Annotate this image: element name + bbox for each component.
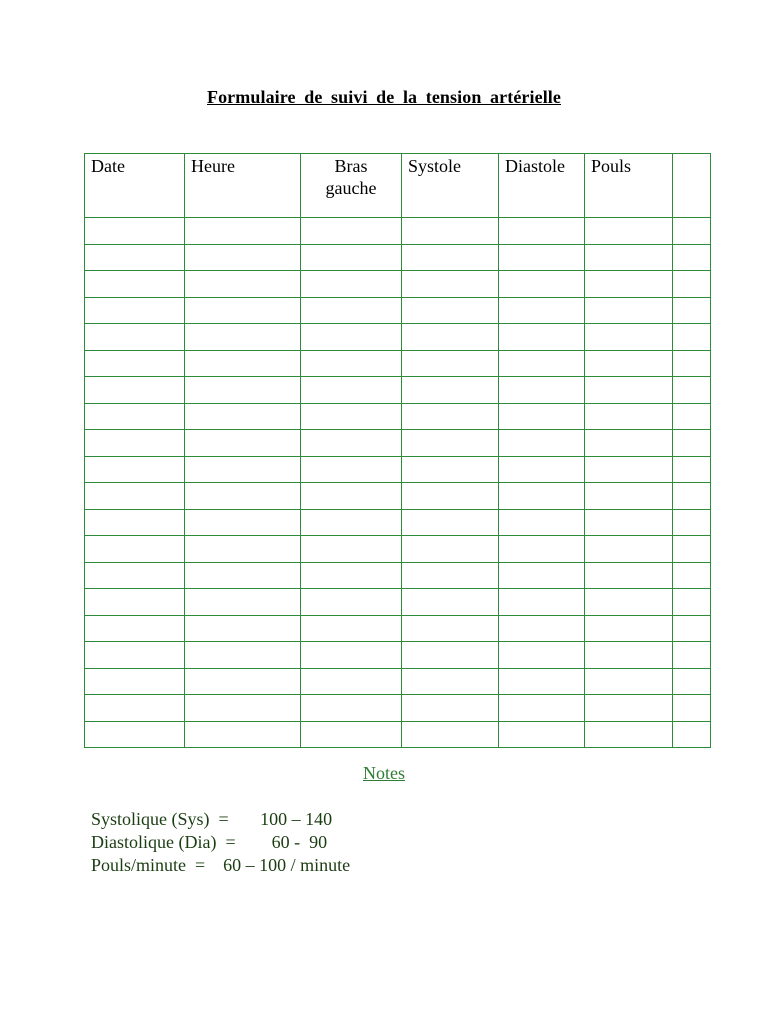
table-cell[interactable] [185,721,301,748]
table-cell[interactable] [301,456,402,483]
table-row [85,218,711,245]
table-cell[interactable] [673,244,711,271]
notes-heading: Notes [363,763,405,783]
header-pouls: Pouls [585,154,673,218]
table-row [85,403,711,430]
table-cell[interactable] [585,536,673,563]
table-cell[interactable] [402,271,499,298]
table-cell[interactable] [499,244,585,271]
table-cell[interactable] [185,536,301,563]
table-cell[interactable] [85,324,185,351]
note-pulse: Pouls/minute = 60 – 100 / minute [91,855,351,875]
table-cell[interactable] [585,668,673,695]
table-cell[interactable] [402,668,499,695]
table-cell[interactable] [585,589,673,616]
table-row [85,509,711,536]
table-cell[interactable] [673,403,711,430]
table-cell[interactable] [402,377,499,404]
table-cell[interactable] [402,218,499,245]
table-cell[interactable] [585,324,673,351]
table-cell[interactable] [85,456,185,483]
table-cell[interactable] [85,483,185,510]
header-diastole: Diastole [499,154,585,218]
table-cell[interactable] [402,456,499,483]
table-cell[interactable] [85,377,185,404]
table-cell[interactable] [301,324,402,351]
table-cell[interactable] [673,562,711,589]
table-row [85,721,711,748]
table-cell[interactable] [185,377,301,404]
table-cell[interactable] [585,218,673,245]
table-body [85,218,711,748]
table-cell[interactable] [673,642,711,669]
table-cell[interactable] [185,218,301,245]
table-cell[interactable] [585,615,673,642]
blood-pressure-log-table [84,153,711,748]
table-cell[interactable] [499,456,585,483]
table-cell[interactable] [185,324,301,351]
table-cell[interactable] [85,297,185,324]
table-cell[interactable] [673,456,711,483]
table-row [85,668,711,695]
table-cell[interactable] [673,721,711,748]
table-cell[interactable] [85,721,185,748]
header-systole: Systole [402,154,499,218]
table-cell[interactable] [85,271,185,298]
table-cell[interactable] [673,377,711,404]
table-cell[interactable] [85,430,185,457]
table-cell[interactable] [301,642,402,669]
header-heure: Heure [185,154,301,218]
table-cell[interactable] [585,430,673,457]
table-cell[interactable] [673,483,711,510]
header-date: Date [85,154,185,218]
table-cell[interactable] [499,377,585,404]
table-cell[interactable] [673,615,711,642]
table-cell[interactable] [402,297,499,324]
table-row [85,615,711,642]
table-cell[interactable] [402,589,499,616]
table-cell[interactable] [585,377,673,404]
table-cell[interactable] [85,615,185,642]
table-cell[interactable] [185,615,301,642]
table-cell[interactable] [673,297,711,324]
table-cell[interactable] [301,483,402,510]
table-cell[interactable] [85,642,185,669]
note-systolic: Systolique (Sys) = 100 – 140 [91,809,333,829]
table-cell[interactable] [673,271,711,298]
table-cell[interactable] [301,509,402,536]
table-cell[interactable] [585,456,673,483]
table-row [85,297,711,324]
table-cell[interactable] [185,509,301,536]
table-cell[interactable] [673,430,711,457]
table-cell[interactable] [185,244,301,271]
table-cell[interactable] [85,589,185,616]
table-cell[interactable] [499,350,585,377]
page-title: Formulaire de suivi de la tension artérielle [206,87,562,107]
table-cell[interactable] [499,668,585,695]
table-cell[interactable] [585,721,673,748]
table-cell[interactable] [499,218,585,245]
table-cell[interactable] [673,668,711,695]
table-cell[interactable] [301,430,402,457]
table-cell[interactable] [185,271,301,298]
table-cell[interactable] [185,297,301,324]
table-cell[interactable] [402,430,499,457]
table-header-row [85,154,711,218]
table-cell[interactable] [85,244,185,271]
table-row [85,324,711,351]
table-cell[interactable] [185,589,301,616]
table-cell[interactable] [499,403,585,430]
table-cell[interactable] [402,536,499,563]
header-bras-gauche: Bras gauche [301,154,402,218]
table-cell[interactable] [185,430,301,457]
table-cell[interactable] [585,695,673,722]
table-cell[interactable] [301,377,402,404]
table-cell[interactable] [402,695,499,722]
table-cell[interactable] [402,509,499,536]
table-cell[interactable] [402,403,499,430]
table-row [85,642,711,669]
table-cell[interactable] [585,271,673,298]
table-cell[interactable] [402,483,499,510]
table-cell[interactable] [673,350,711,377]
table-cell[interactable] [673,589,711,616]
table-cell[interactable] [585,403,673,430]
table-cell[interactable] [301,350,402,377]
table-cell[interactable] [301,244,402,271]
table-cell[interactable] [85,695,185,722]
table-cell[interactable] [301,615,402,642]
table-cell[interactable] [499,589,585,616]
table-cell[interactable] [402,244,499,271]
table-cell[interactable] [301,403,402,430]
table-cell[interactable] [301,668,402,695]
table-cell[interactable] [301,695,402,722]
table-cell[interactable] [301,297,402,324]
table-row [85,483,711,510]
table-row [85,695,711,722]
table-cell[interactable] [499,562,585,589]
table-cell[interactable] [301,562,402,589]
table-cell[interactable] [85,509,185,536]
table-cell[interactable] [185,562,301,589]
table-cell[interactable] [585,350,673,377]
header-blank [673,154,711,218]
table-cell[interactable] [402,615,499,642]
table-cell[interactable] [402,721,499,748]
table-row [85,350,711,377]
table-cell[interactable] [673,695,711,722]
table-cell[interactable] [185,403,301,430]
table-row [85,589,711,616]
table-cell[interactable] [402,350,499,377]
table-cell[interactable] [85,350,185,377]
table-row [85,377,711,404]
table-cell[interactable] [301,589,402,616]
table-cell[interactable] [499,297,585,324]
table-cell[interactable] [301,218,402,245]
table-cell[interactable] [85,536,185,563]
table-cell[interactable] [499,324,585,351]
table-cell[interactable] [85,668,185,695]
table-cell[interactable] [499,483,585,510]
table-row [85,536,711,563]
notes-list [91,808,350,877]
table-cell[interactable] [185,456,301,483]
table-cell[interactable] [402,562,499,589]
table-cell[interactable] [499,509,585,536]
table-cell[interactable] [585,642,673,669]
table-row [85,271,711,298]
table-row [85,430,711,457]
table-cell[interactable] [499,536,585,563]
table-cell[interactable] [185,668,301,695]
table-cell[interactable] [301,536,402,563]
table-cell[interactable] [673,218,711,245]
table-cell[interactable] [402,324,499,351]
table-cell[interactable] [499,271,585,298]
table-cell[interactable] [85,218,185,245]
table-cell[interactable] [673,324,711,351]
table-cell[interactable] [85,403,185,430]
table-cell[interactable] [585,562,673,589]
table-cell[interactable] [185,483,301,510]
table-cell[interactable] [185,350,301,377]
note-diastolic: Diastolique (Dia) = 60 - 90 [91,832,328,852]
table-cell[interactable] [301,271,402,298]
table-cell[interactable] [402,642,499,669]
table-cell[interactable] [185,642,301,669]
table-cell[interactable] [585,483,673,510]
table-cell[interactable] [499,615,585,642]
table-cell[interactable] [673,509,711,536]
table-row [85,244,711,271]
table-cell[interactable] [585,244,673,271]
table-row [85,456,711,483]
table-cell[interactable] [585,509,673,536]
table-cell[interactable] [499,721,585,748]
table-cell[interactable] [499,430,585,457]
table-cell[interactable] [185,695,301,722]
table-cell[interactable] [85,562,185,589]
table-cell[interactable] [499,642,585,669]
table-cell[interactable] [673,536,711,563]
table-cell[interactable] [499,695,585,722]
table-cell[interactable] [301,721,402,748]
table-row [85,562,711,589]
table-cell[interactable] [585,297,673,324]
